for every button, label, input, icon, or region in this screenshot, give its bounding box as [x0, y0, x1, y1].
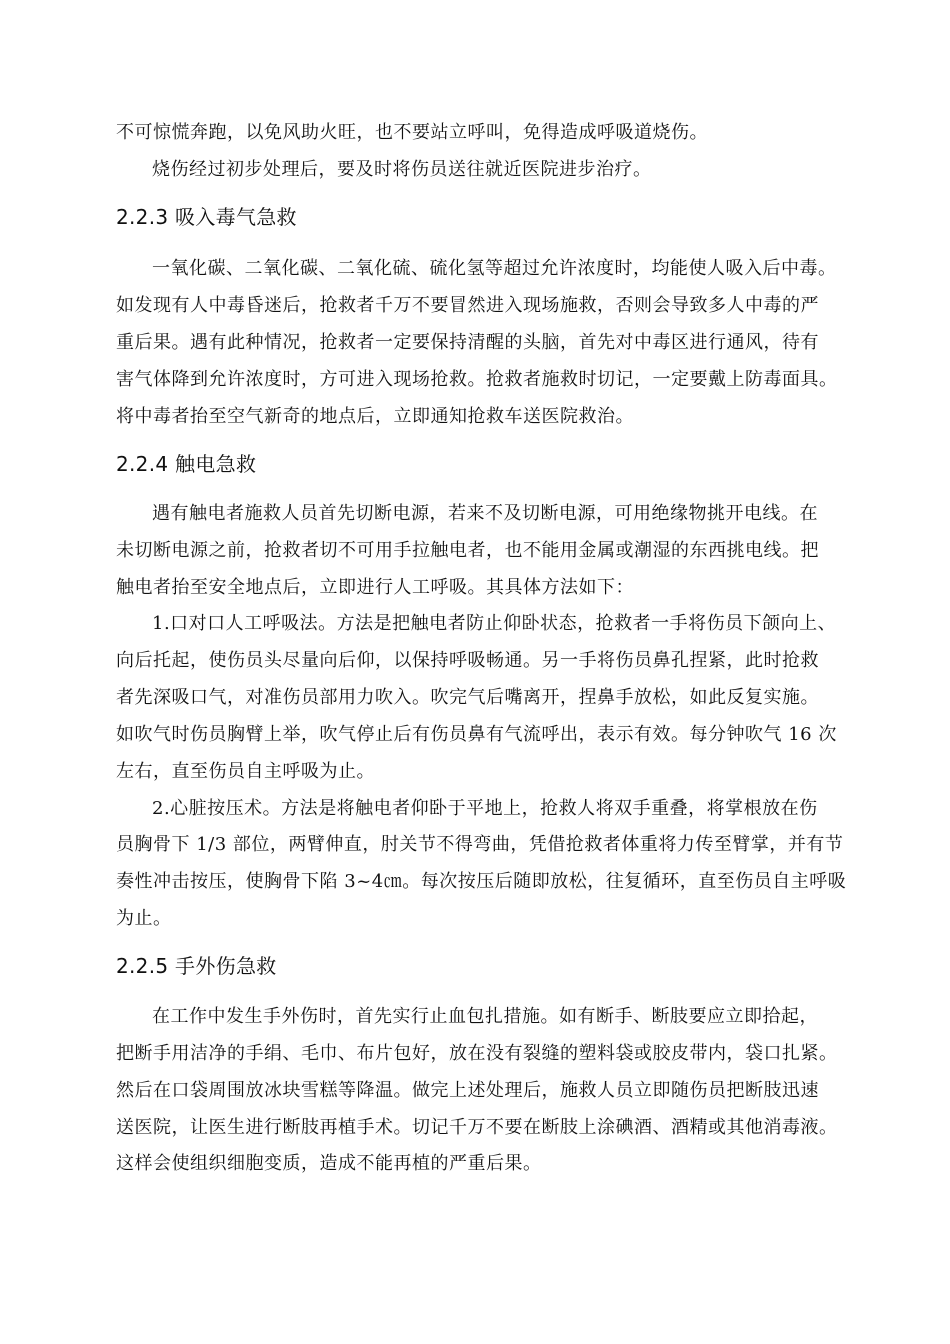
paragraph-line: 向后托起，使伤员头尽量向后仰，以保持呼吸畅通。另一手将伤员鼻孔捏紧，此时抢救 [116, 650, 819, 671]
paragraph-line: 遇有触电者施救人员首先切断电源，若来不及切断电源，可用绝缘物挑开电线。在 [152, 503, 818, 524]
paragraph-line: 将中毒者抬至空气新奇的地点后，立即通知抢救车送医院救治。 [116, 406, 634, 427]
paragraph-line: 左右，直至伤员自主呼吸为止。 [116, 761, 375, 782]
paragraph-line: 这样会使组织细胞变质，造成不能再植的严重后果。 [116, 1153, 542, 1174]
paragraph-line: 在工作中发生手外伤时，首先实行止血包扎措施。如有断手、断肢要应立即拾起， [152, 1006, 818, 1027]
paragraph-line: 触电者抬至安全地点后，立即进行人工呼吸。其具体方法如下： [116, 577, 634, 598]
paragraph-line: 未切断电源之前，抢救者切不可用手拉触电者，也不能用金属或潮湿的东西挑电线。把 [116, 540, 819, 561]
paragraph-line: 送医院，让医生进行断肢再植手术。切记千万不要在断肢上涂碘酒、酒精或其他消毒液。 [116, 1117, 838, 1138]
paragraph-line: 如发现有人中毒昏迷后，抢救者千万不要冒然进入现场施救，否则会导致多人中毒的严 [116, 295, 819, 316]
paragraph-line: 重后果。遇有此种情况，抢救者一定要保持清醒的头脑，首先对中毒区进行通风，待有 [116, 332, 819, 353]
list-item-line: 1.口对口人工呼吸法。方法是把触电者防止仰卧状态，抢救者一手将伤员下颌向上、 [152, 613, 837, 634]
paragraph-line: 把断手用洁净的手绢、毛巾、布片包好，放在没有裂缝的塑料袋或胶皮带内，袋口扎紧。 [116, 1043, 838, 1064]
paragraph-line: 为止。 [116, 908, 172, 929]
section-heading-2-2-4: 2.2.4 触电急救 [116, 452, 257, 476]
paragraph-line: 然后在口袋周围放冰块雪糕等降温。做完上述处理后，施救人员立即随伤员把断肢迅速 [116, 1080, 819, 1101]
paragraph-line: 员胸骨下 1/3 部位，两臂伸直，肘关节不得弯曲，凭借抢救者体重将力传至臂掌，并有节 [116, 834, 844, 855]
list-item-line: 2.心脏按压术。方法是将触电者仰卧于平地上，抢救人将双手重叠，将掌根放在伤 [152, 798, 818, 819]
section-heading-2-2-5: 2.2.5 手外伤急救 [116, 954, 277, 978]
paragraph-line: 一氧化碳、二氧化碳、二氧化硫、硫化氢等超过允许浓度时，均能使人吸入后中毒。 [152, 258, 837, 279]
paragraph-line: 如吹气时伤员胸臂上举，吹气停止后有伤员鼻有气流呼出，表示有效。每分钟吹气 16 次 [116, 724, 837, 745]
paragraph-line: 奏性冲击按压，使胸骨下陷 3~4㎝。每次按压后随即放松，往复循环，直至伤员自主呼吸 [116, 871, 847, 892]
paragraph-line: 者先深吸口气，对准伤员部用力吹入。吹完气后嘴离开，捏鼻手放松，如此反复实施。 [116, 687, 819, 708]
paragraph-line: 不可惊慌奔跑，以免风助火旺，也不要站立呼叫，免得造成呼吸道烧伤。 [116, 122, 708, 143]
paragraph-line: 害气体降到允许浓度时，方可进入现场抢救。抢救者施救时切记，一定要戴上防毒面具。 [116, 369, 838, 390]
section-heading-2-2-3: 2.2.3 吸入毒气急救 [116, 205, 297, 229]
paragraph-line: 烧伤经过初步处理后，要及时将伤员送往就近医院进步治疗。 [152, 159, 652, 180]
